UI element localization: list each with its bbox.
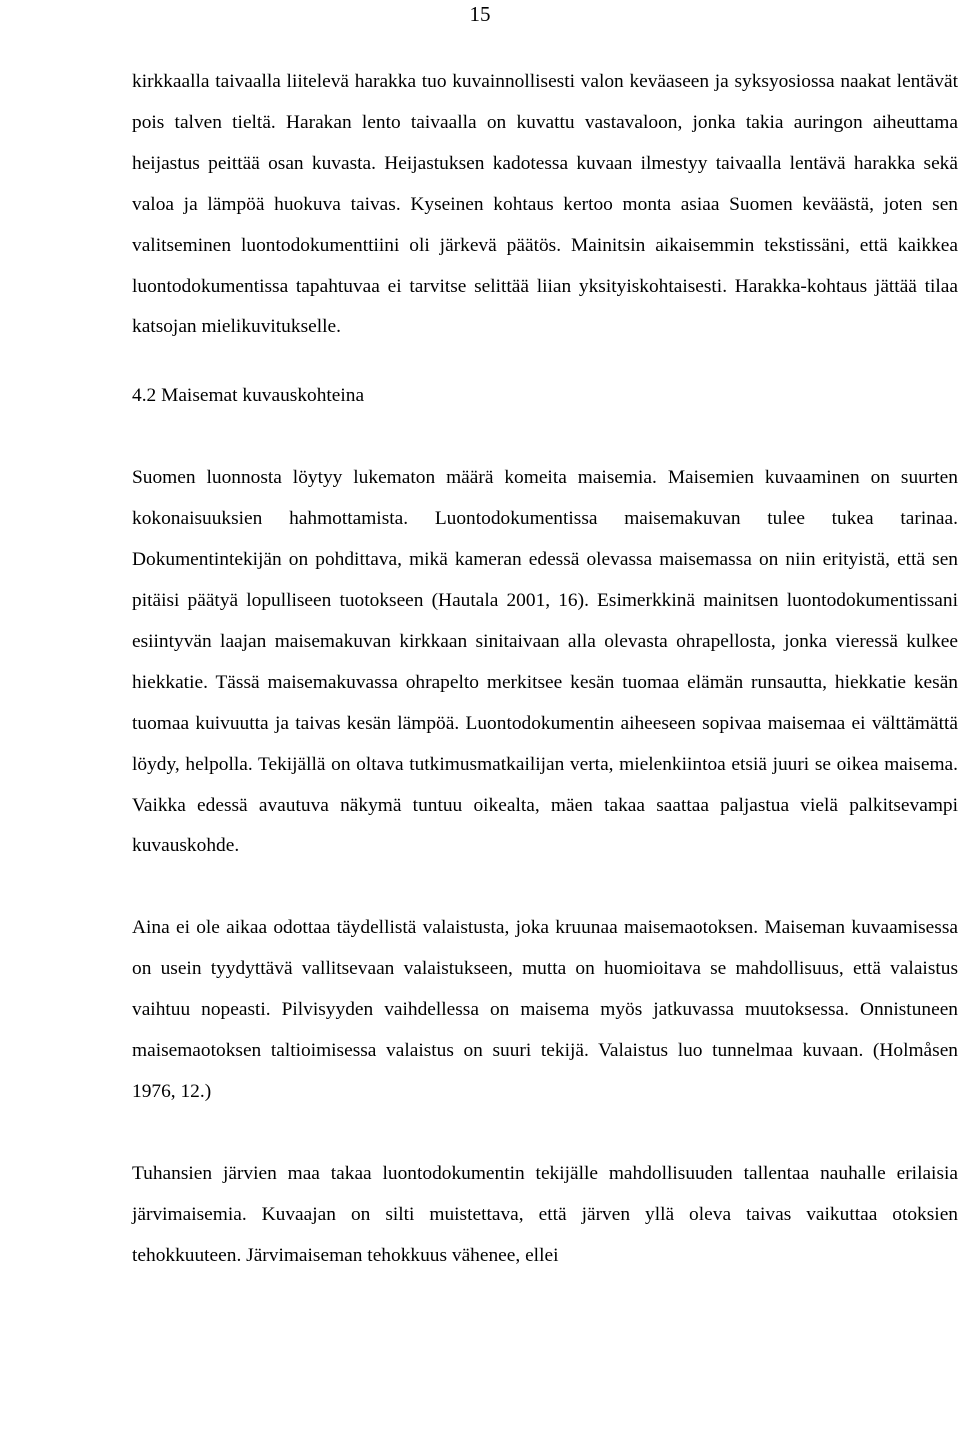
spacer xyxy=(132,417,958,458)
paragraph-maisemat: Suomen luonnosta löytyy lukematon määrä komeita maisemia. Maisemien kuvaaminen on suurten kokonaisuuksien hahmottamista. Luontodokumentissa maisemakuvan tulee tukea tarinaa. Dokumentintekijän on pohdittava, mikä kameran edessä olevassa maisemassa on niin erityistä, että sen pitäisi päätyä lopulliseen tuotokseen (Hautala 2001, 16). Esimerkkinä mainitsen luontodokumentissani esiintyvän laajan maisemakuvan kirkkaan sinitaivaan alla olevasta ohrapellosta, jonka vieressä kulkee hiekkatie. Tässä maisemakuvassa ohrapelto merkitsee kesän tuomaa elämän runsautta, hiekkatie kesän tuomaa kuivuutta ja taivas kesän lämpöä. Luontodokumentin aiheeseen sopivaa maisemaa ei välttämättä löydy, helpolla. Tekijällä on oltava tutkimusmatkailijan verta, mielenkiintoa etsiä juuri se oikea maisema. Vaikka edessä avautuva näkymä tuntuu oikealta, mäen takaa saattaa paljastua vielä palkitsevampi kuvauskohde. xyxy=(132,467,958,857)
paragraph-harakka: kirkkaalla taivaalla liitelevä harakka tuo kuvainnollisesti valon keväaseen ja syksyosiossa naakat lentävät pois talven tieltä. Harakan lento taivaalla on kuvattu vastavaloon, jonka takia auringon aiheuttama heijastus peittää osan kuvasta. Heijastuksen kadotessa kuvaan ilmestyy taivaalla lentävä harakka sekä valoa ja lämpöä huokuva taivas. Kyseinen kohtaus kertoo monta asiaa Suomen keväästä, joten sen valitseminen luontodokumenttiini oli järkevä päätös. Mainitsin aikaisemmin tekstissäni, että kaikkea luontodokumentissa tapahtuvaa ei tarvitse selittää liian yksityiskohtaisesti. Harakka-kohtaus jättää tilaa katsojan mielikuvitukselle. xyxy=(132,71,958,338)
spacer xyxy=(132,1113,958,1154)
section-heading: 4.2 Maisemat kuvauskohteina xyxy=(132,385,365,407)
spacer xyxy=(132,348,958,376)
paragraph-jarvet: Tuhansien järvien maa takaa luontodokumentin tekijälle mahdollisuuden tallentaa nauhalle erilaisia järvimaisemia. Kuvaajan on silti muistettava, että järven yllä oleva taivas vaikuttaa otoksien tehokkuuteen. Järvimaiseman tehokkuus vähenee, ellei xyxy=(132,1162,958,1266)
page-number: 15 xyxy=(469,2,491,26)
document-body xyxy=(132,62,958,1277)
spacer xyxy=(132,867,958,908)
paragraph-valaistus: Aina ei ole aikaa odottaa täydellistä valaistusta, joka kruunaa maisemaotoksen. Maiseman kuvaamisessa on usein tyydyttävä vallitsevaan valaistukseen, mutta on huomioitava se mahdollisuus, että valaistus vaihtuu nopeasti. Pilvisyyden vaihdellessa on maisema myös jatkuvassa muutoksessa. Onnistuneen maisemaotoksen taltioimisessa valaistus on suuri tekijä. Valaistus luo tunnelmaa kuvaan. (Holmåsen 1976, 12.) xyxy=(132,917,958,1102)
